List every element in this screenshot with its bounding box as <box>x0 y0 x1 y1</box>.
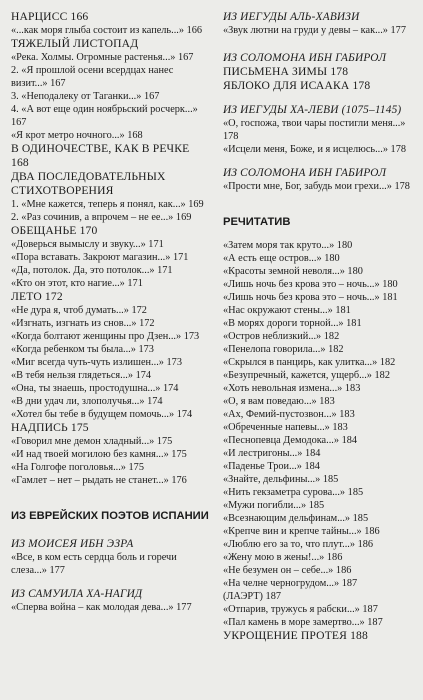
entry-text: «На Голгофе поголовья...» <box>11 462 126 473</box>
author-subheading: ИЗ МОИСЕЯ ИБН ЭЗРА <box>11 538 134 550</box>
toc-entry <box>11 198 209 211</box>
toc-entry <box>11 304 209 317</box>
toc-title-entry <box>223 629 417 643</box>
page-number: 184 <box>304 448 321 459</box>
page-number: 184 <box>304 461 320 472</box>
entry-text: УКРОЩЕНИЕ ПРОТЕЯ <box>223 629 348 642</box>
spacer <box>223 193 417 215</box>
toc-entry <box>11 382 209 395</box>
entry-text: В ОДИНОЧЕСТВЕ, КАК В РЕЧКЕ <box>11 142 190 155</box>
page-number: 182 <box>323 331 340 342</box>
toc-entry <box>223 343 417 356</box>
page-number: 178 <box>352 79 371 92</box>
entry-text: 4. «А вот еще один ноябрьский росчерк...» <box>11 104 198 115</box>
entry-text: «Она, ты знаешь, простодушна...» <box>11 383 161 394</box>
toc-entry <box>11 330 209 343</box>
entry-text: «В тебя нельзя глядеться...» <box>11 370 134 381</box>
section-heading: РЕЧИТАТИВ <box>223 216 291 228</box>
toc-entry <box>223 603 417 616</box>
entry-text: «И над твоей могилою без камня...» <box>11 449 169 460</box>
toc-entry <box>223 499 417 512</box>
entry-text: «Исцели меня, Боже, и я исцелюсь...» <box>223 144 388 155</box>
entry-text: НАДПИСЬ <box>11 421 68 434</box>
toc-title-entry <box>11 37 209 51</box>
toc-entry <box>11 343 209 356</box>
page-number: 184 <box>341 435 358 446</box>
page-number: 173 <box>183 331 200 342</box>
page-number: 175 <box>171 449 187 460</box>
page-number: 171 <box>172 252 189 263</box>
page-number: 180 <box>347 266 363 277</box>
toc-entry <box>11 369 209 382</box>
entry-text: «Говорил мне демон хладный...» <box>11 436 155 447</box>
entry-text: «Не дура я, чтоб думать...» <box>11 305 129 316</box>
entry-text: «Лишь ночь без крова это – ночь...» <box>223 292 380 303</box>
toc-title-entry <box>223 65 417 79</box>
page-number: 178 <box>390 144 406 155</box>
toc-title-entry <box>11 170 209 198</box>
page-number: 178 <box>394 181 410 192</box>
entry-text: «Миг всегда чуть-чуть излишен...» <box>11 357 164 368</box>
entry-text: (ЛАЭРТ) <box>223 591 263 602</box>
page-number: 178 <box>330 65 349 78</box>
author-subheading: ИЗ САМУИЛА ХА-НАГИД <box>11 588 143 600</box>
page-number: 186 <box>326 552 343 563</box>
page-number: 172 <box>131 305 147 316</box>
author-subheading: ИЗ ИЕГУДЫ ХА-ЛЕВИ (1075–1145) <box>223 104 402 116</box>
page-number: 183 <box>344 383 361 394</box>
entry-text: «Я крот метро ночного...» <box>11 130 125 141</box>
entry-text: «Кто он этот, кто нагие...» <box>11 278 125 289</box>
toc-entry <box>223 512 417 525</box>
entry-text: «Когда ребенком ты была...» <box>11 344 136 355</box>
author-subheading: ИЗ СОЛОМОНА ИБН ГАБИРОЛ <box>223 52 387 64</box>
entry-text: «Отпарив, тружусь я рабски...» <box>223 604 360 615</box>
toc-entry <box>11 90 209 103</box>
toc-entry <box>223 304 417 317</box>
toc-entry <box>11 51 209 64</box>
toc-entry <box>223 421 417 434</box>
entry-text: 2. «Раз сочинив, а впрочем – не ее...» <box>11 212 174 223</box>
page-number: 182 <box>379 357 396 368</box>
toc-title-entry <box>11 224 209 238</box>
entry-text: «Пенелопа говорила...» <box>223 344 326 355</box>
entry-text: ЛЕТО <box>11 290 42 303</box>
toc-entry <box>223 616 417 629</box>
entry-text: «Гамлет – нет – рыдать не станет...» <box>11 475 169 486</box>
toc-entry <box>11 24 209 37</box>
toc-entry <box>223 408 417 421</box>
page-number: 173 <box>138 344 154 355</box>
toc-entry <box>11 356 209 369</box>
entry-text: «Пора вставать. Закроют магазин...» <box>11 252 171 263</box>
toc-entry <box>11 408 209 421</box>
toc-entry <box>223 265 417 278</box>
toc-entry <box>223 538 417 551</box>
entry-text: «Жену мою в жены!...» <box>223 552 325 563</box>
page-number: 180 <box>336 240 353 251</box>
entry-text: 3. «Неподалеку от Таганки...» <box>11 91 142 102</box>
page-number: 187 <box>362 604 378 615</box>
entry-text: ОБЕЩАНЬЕ <box>11 224 77 237</box>
page-number: 187 <box>367 617 383 628</box>
toc-entry <box>223 551 417 564</box>
page-number: 185 <box>308 500 325 511</box>
page-number: 185 <box>352 513 369 524</box>
entry-text: «На челне черногрудом...» <box>223 578 340 589</box>
page-number: 185 <box>322 474 339 485</box>
page-number: 169 <box>175 212 192 223</box>
toc-entry <box>223 24 417 37</box>
entry-text: «Люблю его за то, что плут...» <box>223 539 356 550</box>
entry-text: «Когда болтают женщины про Дзен...» <box>11 331 182 342</box>
entry-text: «Доверься вымыслу и звуку...» <box>11 239 146 250</box>
entry-text: «Скрылся в панцирь, как улитка...» <box>223 357 378 368</box>
entry-text: «Хоть невольная измена...» <box>223 383 343 394</box>
toc-entry <box>11 211 209 224</box>
page-number: 186 <box>357 539 374 550</box>
toc-entry <box>223 143 417 156</box>
entry-text: «Паденье Трои...» <box>223 461 302 472</box>
page-number: 172 <box>44 290 63 303</box>
toc-title-entry <box>223 79 417 93</box>
page-number: 182 <box>328 344 344 355</box>
entry-text: «В дни удач ли, злополучья...» <box>11 396 145 407</box>
entry-text: «Знайте, дельфины...» <box>223 474 321 485</box>
page-number: 181 <box>346 318 362 329</box>
entry-text: НАРЦИСС <box>11 10 68 23</box>
spacer <box>11 577 209 587</box>
toc-entry <box>223 239 417 252</box>
page-number: 180 <box>324 253 340 264</box>
spacer <box>11 487 209 509</box>
page-number: 174 <box>176 409 193 420</box>
entry-text: «И лестригоны...» <box>223 448 303 459</box>
page-number: 168 <box>127 130 143 141</box>
toc-entry <box>11 277 209 290</box>
entry-text: ЯБЛОКО ДЛЯ ИСААКА <box>223 79 350 92</box>
toc-entry <box>11 129 209 142</box>
page-number: 174 <box>163 383 179 394</box>
page-number: 187 <box>341 578 358 589</box>
page-number: 169 <box>188 199 204 210</box>
entry-text: «Песнопевца Демодока...» <box>223 435 340 446</box>
page-number: 171 <box>127 278 143 289</box>
toc-entry <box>223 460 417 473</box>
page-number: 175 <box>156 436 173 447</box>
entry-text: 1. «Мне кажется, теперь я понял, как...» <box>11 199 186 210</box>
page-number: 177 <box>176 602 192 613</box>
page-number: 174 <box>147 396 163 407</box>
page-number: 183 <box>332 422 348 433</box>
toc-entry <box>223 180 417 193</box>
page-number: 172 <box>139 318 155 329</box>
entry-text: «Все, в ком есть сердца боль и горечи слеза...» <box>11 552 177 576</box>
spacer <box>11 523 209 537</box>
page-number: 178 <box>223 131 239 142</box>
section-heading: ИЗ ЕВРЕЙСКИХ ПОЭТОВ ИСПАНИИ <box>11 510 209 522</box>
entry-text: «Пал камень в море замертво...» <box>223 617 365 628</box>
toc-entry <box>223 317 417 330</box>
toc-entry <box>223 356 417 369</box>
page-number: 181 <box>382 292 398 303</box>
toc-title-entry <box>11 290 209 304</box>
toc-entry <box>11 103 209 129</box>
entry-text: ДВА ПОСЛЕДОВАТЕЛЬНЫХ СТИХОТВОРЕНИЯ <box>11 170 166 197</box>
toc-entry <box>223 564 417 577</box>
page-number: 183 <box>339 409 355 420</box>
spacer <box>223 156 417 166</box>
entry-text: «Изгнать, изгнать из снов...» <box>11 318 137 329</box>
page-number: 181 <box>335 305 351 316</box>
author-subheading: ИЗ СОЛОМОНА ИБН ГАБИРОЛ <box>223 167 387 179</box>
entry-text: «Да, потолок. Да, это потолок...» <box>11 265 155 276</box>
toc-entry <box>223 291 417 304</box>
entry-text: «...как моря глыба состоит из капель...» <box>11 25 184 36</box>
page-number: 167 <box>178 52 194 63</box>
entry-text: «Лишь ночь без крова это – ночь...» <box>223 279 380 290</box>
toc-entry <box>223 330 417 343</box>
toc-title-entry <box>11 10 209 24</box>
page-number: 174 <box>135 370 152 381</box>
page-number: 175 <box>128 462 144 473</box>
toc-entry <box>223 486 417 499</box>
toc-entry <box>223 590 417 603</box>
spacer <box>223 93 417 103</box>
toc-column-left <box>11 10 209 700</box>
entry-text: «Крепче вин и крепче тайны...» <box>223 526 362 537</box>
toc-title-entry <box>11 142 209 170</box>
entry-text: «Красоты земной неволя...» <box>223 266 345 277</box>
toc-entry <box>223 434 417 447</box>
entry-text: «Сперва война – как молодая дева...» <box>11 602 174 613</box>
entry-text: «Прости мне, Бог, забудь мои грехи...» <box>223 181 392 192</box>
page-number: 166 <box>186 25 203 36</box>
spacer <box>223 37 417 51</box>
toc-entry <box>11 551 209 577</box>
page-number: 182 <box>374 370 390 381</box>
entry-text: «Ах, Фемий-пустозвон...» <box>223 409 337 420</box>
toc-entry <box>11 264 209 277</box>
page-number: 170 <box>79 224 98 237</box>
page-number: 183 <box>319 396 335 407</box>
toc-entry <box>11 461 209 474</box>
toc-entry <box>223 252 417 265</box>
page-number: 177 <box>49 565 65 576</box>
entry-text: «Не безумен он – себе...» <box>223 565 334 576</box>
entry-text: «Мужи погибли...» <box>223 500 307 511</box>
entry-text: «Нить гекзаметра сурова...» <box>223 487 346 498</box>
page-number: 176 <box>171 475 187 486</box>
entry-text: «В морях дороги торной...» <box>223 318 344 329</box>
toc-entry <box>223 447 417 460</box>
page-number: 175 <box>70 421 89 434</box>
page-number: 166 <box>70 10 89 23</box>
entry-text: «Нас окружают стены...» <box>223 305 333 316</box>
entry-text: «Звук лютни на груди у девы – как...» <box>223 25 388 36</box>
entry-text: «Остров неблизкий...» <box>223 331 322 342</box>
entry-text: «Обреченные напевы...» <box>223 422 330 433</box>
entry-text: «Река. Холмы. Огромные растенья...» <box>11 52 176 63</box>
entry-text: «Хотел бы тебе в будущем помочь...» <box>11 409 175 420</box>
page-number: 186 <box>335 565 352 576</box>
toc-entry <box>223 577 417 590</box>
page-number: 180 <box>382 279 398 290</box>
page-number: 186 <box>364 526 380 537</box>
entry-text: «А есть еще остров...» <box>223 253 322 264</box>
toc-entry <box>11 448 209 461</box>
toc-entry <box>11 64 209 90</box>
page-number: 171 <box>148 239 164 250</box>
page-number: 167 <box>11 117 27 128</box>
page-number: 171 <box>157 265 173 276</box>
toc-entry <box>11 395 209 408</box>
page-number: 185 <box>347 487 364 498</box>
spacer <box>223 229 417 239</box>
toc-entry <box>11 435 209 448</box>
toc-entry <box>223 525 417 538</box>
entry-text: 2. «Я прошлой осени всердцах нанес визит...» <box>11 65 174 89</box>
toc-entry <box>223 395 417 408</box>
entry-text: ПИСЬМЕНА ЗИМЫ <box>223 65 328 78</box>
toc-column-right <box>223 10 417 700</box>
toc-entry <box>11 238 209 251</box>
toc-entry <box>223 382 417 395</box>
entry-text: «О, госпожа, твои чары постигли меня...» <box>223 118 406 129</box>
toc-entry <box>11 474 209 487</box>
entry-text: «О, я вам поведаю...» <box>223 396 317 407</box>
page-number: 173 <box>166 357 182 368</box>
toc-entry <box>223 278 417 291</box>
toc-entry <box>223 117 417 143</box>
toc-entry <box>223 473 417 486</box>
toc-entry <box>11 601 209 614</box>
entry-text: «Затем моря так круто...» <box>223 240 335 251</box>
page-number: 167 <box>143 91 160 102</box>
toc-entry <box>11 251 209 264</box>
page-number: 187 <box>265 591 281 602</box>
toc-entry <box>11 317 209 330</box>
page-number: 177 <box>390 25 406 36</box>
page-number: 188 <box>350 629 368 642</box>
page-number: 167 <box>50 78 66 89</box>
toc-entry <box>223 369 417 382</box>
toc-title-entry <box>11 421 209 435</box>
entry-text: «Всезнающим дельфинам...» <box>223 513 351 524</box>
page-number: 168 <box>11 156 29 169</box>
author-subheading: ИЗ ИЕГУДЫ АЛЬ-ХАВИЗИ <box>223 11 360 23</box>
entry-text: ТЯЖЕЛЫЙ ЛИСТОПАД <box>11 37 139 50</box>
entry-text: «Безупречный, кажется, ущерб...» <box>223 370 372 381</box>
